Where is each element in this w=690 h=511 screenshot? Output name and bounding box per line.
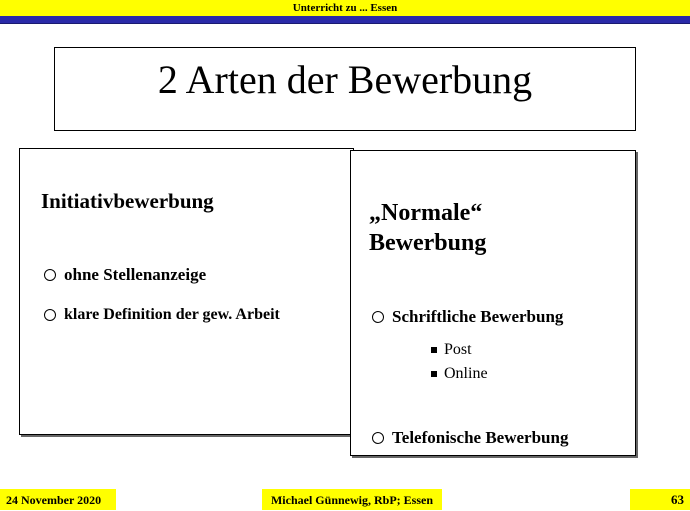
right-panel	[350, 150, 636, 456]
page-number: 63	[630, 489, 690, 510]
footer-author: Michael Günnewig, RbP; Essen	[262, 489, 442, 510]
sub-bullet-online-text: Online	[444, 365, 488, 382]
right-bullet-1-text: Schriftliche Bewerbung	[392, 307, 564, 326]
left-panel	[19, 148, 354, 435]
square-bullet-icon	[431, 371, 437, 377]
left-bullet-1-text: ohne Stellenanzeige	[64, 265, 207, 284]
right-heading-line2: Bewerbung	[369, 230, 487, 256]
right-bullet-2	[372, 428, 568, 448]
square-bullet-icon	[431, 347, 437, 353]
title-box	[54, 47, 636, 131]
sub-bullet-post-text: Post	[444, 341, 472, 358]
circle-bullet-icon	[372, 432, 384, 444]
left-bullet-1	[44, 265, 206, 285]
slide-title: 2 Arten der Bewerbung	[157, 57, 533, 102]
circle-bullet-icon	[372, 311, 384, 323]
left-heading: Initiativbewerbung	[41, 189, 214, 213]
left-bullet-2-text: klare Definition der gew. Arbeit	[64, 306, 280, 323]
footer-date: 24 November 2020	[0, 489, 116, 510]
right-bullet-2-text: Telefonische Bewerbung	[392, 428, 569, 447]
circle-bullet-icon	[44, 309, 56, 321]
right-bullet-1	[372, 307, 563, 327]
circle-bullet-icon	[44, 269, 56, 281]
sub-bullet-online	[431, 365, 488, 383]
sub-bullet-post	[431, 341, 472, 359]
left-bullet-2	[44, 306, 280, 324]
header-label: Unterricht zu ... Essen	[0, 0, 690, 16]
right-heading	[369, 198, 486, 258]
right-heading-line1: „Normale“	[369, 200, 483, 226]
